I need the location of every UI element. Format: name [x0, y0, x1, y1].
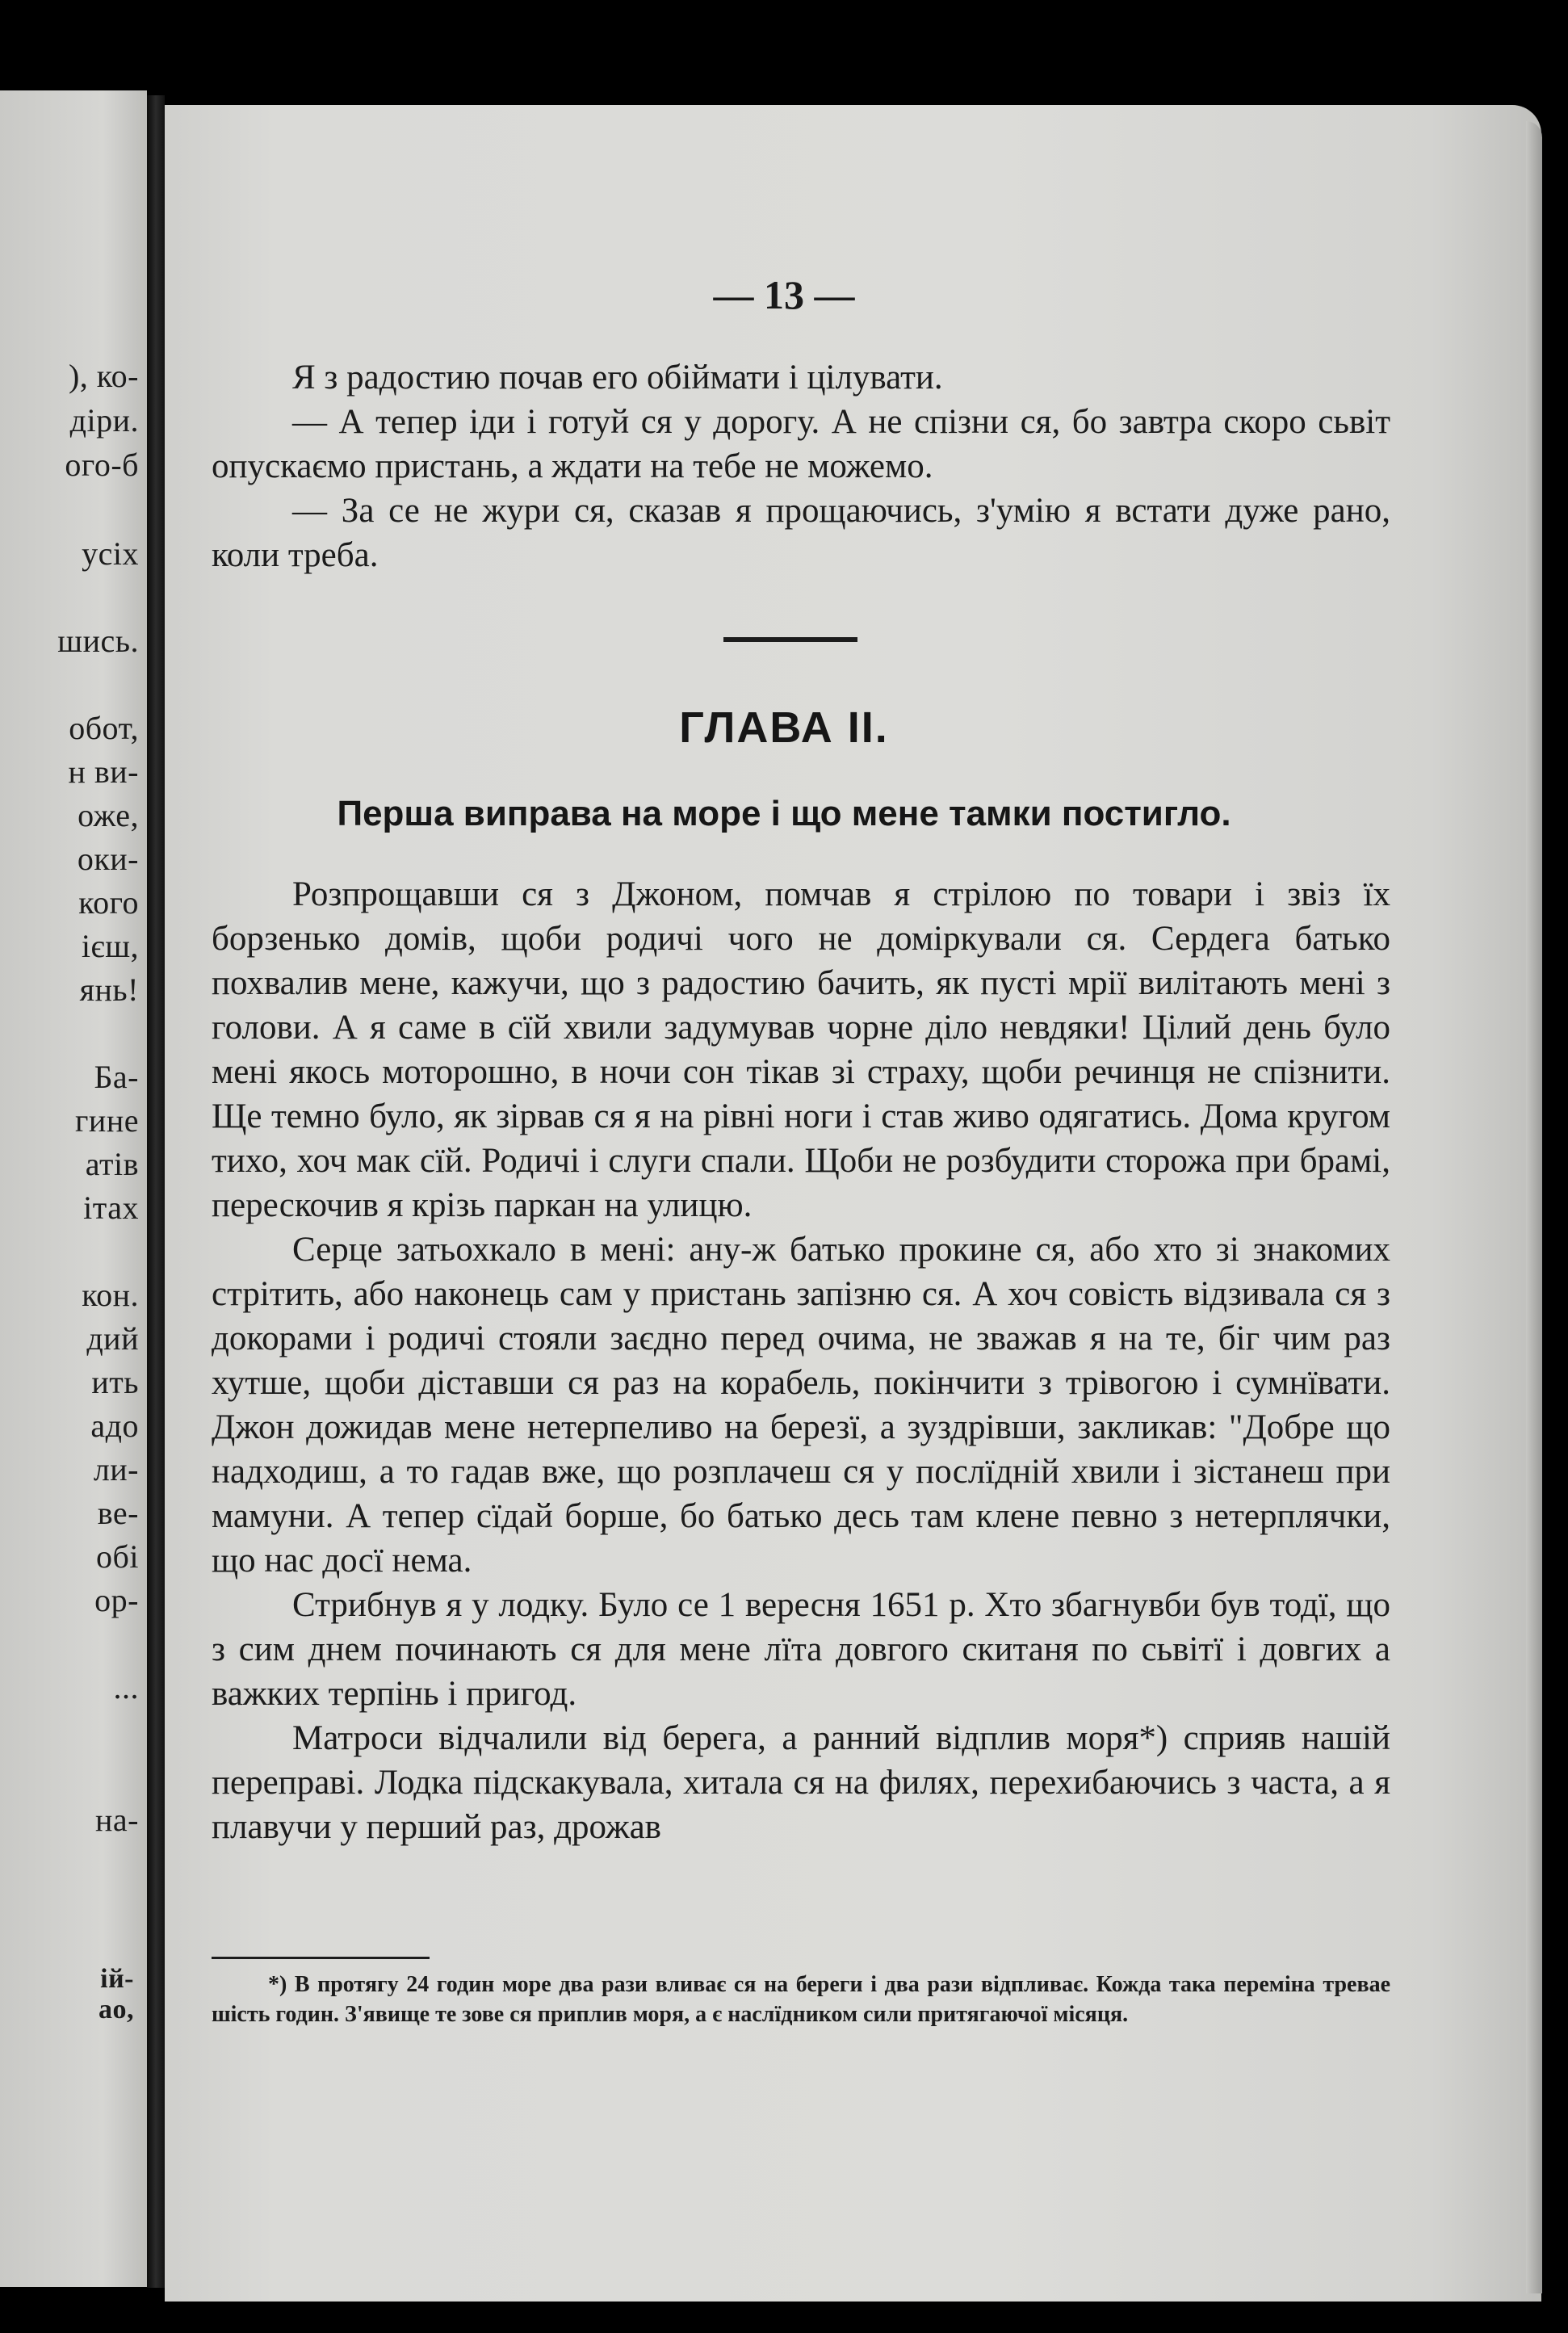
- left-page-line: усіх: [82, 535, 139, 572]
- left-page-line: оки-: [77, 841, 139, 877]
- paragraph: — А тепер іди і готуй ся у дорогу. А не спізни ся, бо завтра скоро сьвіт опускаємо пристань, а ждати на тебе не можемо.: [212, 403, 1390, 485]
- chapter-subtitle: Перша виправа на море і що мене тамки постигло.: [337, 794, 1231, 833]
- paragraph: Серце затьохкало в мені: ану-ж батько прокине ся, або хто зі знакомих стрітить, або наконець сам у пристань запізню ся. А хоч совість відзивала ся з докорами і родичі стояли заєдно перед очима, не зважав я на те, біг чим раз хутше, щоби діставши ся раз на корабель, покінчити з трівогою і сумнївати. Джон дожидав мене нетерпеливо на березї, а зуздрівши, закликав: "Добре що надходиш, а то гадав вже, що розплачеш ся у послїдній хвили і зістанеш при мамуни. А тепер сїдай борше, бо батько десь там клене певно з нетерплячки, що нас досї нема.: [212, 1231, 1390, 1580]
- paragraph: Розпрощавши ся з Джоном, помчав я стрілою по товари і звіз їх борзенько домів, щоби родичі чого не доміркували ся. Сердега батько похвалив мене, кажучи, що з радостию бачить, як пусті мрії вилітають мені з голови. А я саме в сїй хвили задумував чорне діло невдяки! Цілий день було мені якось моторошно, в ночи сон тікав зі страху, щоби речинця не спізнити. Ще темно було, як зірвав ся я на рівні ноги і став живо одягатись. Дома кругом тихо, хоч мак сїй. Родичі і слуги спали. Щоби не розбудити сторожа при брамі, перескочив я крізь паркан на улицю.: [212, 875, 1390, 1224]
- left-page-line: янь!: [79, 971, 139, 1008]
- left-page-line: ітах: [83, 1190, 139, 1226]
- paragraph: Я з радостию почав его обіймати і цілувати.: [292, 359, 943, 397]
- left-page-line: Ба-: [94, 1059, 139, 1095]
- left-page-line: ить: [91, 1364, 139, 1400]
- paragraph: — За се не жури ся, сказав я прощаючись, з'умію я встати дуже рано, коли треба.: [212, 492, 1390, 574]
- left-page-line: обі: [96, 1538, 139, 1575]
- chapter-title: ГЛАВА II.: [679, 703, 889, 752]
- left-page-line: на-: [95, 1802, 139, 1838]
- top-text-block: [212, 355, 1390, 577]
- left-page-line: шись.: [57, 623, 139, 659]
- left-page-line: н ви-: [68, 753, 139, 790]
- left-page-line: кого: [78, 884, 139, 921]
- page-edge: [1526, 121, 1542, 2293]
- book-spine: [147, 95, 165, 2288]
- left-page-line: кон.: [82, 1277, 139, 1313]
- left-page-line: гине: [75, 1102, 139, 1139]
- left-page-line: ого-б: [65, 447, 139, 483]
- left-page-footnote-line: ій-: [100, 1964, 134, 1994]
- left-page-line: оже,: [78, 797, 139, 833]
- page-number: — 13 —: [713, 272, 855, 317]
- section-divider: [723, 637, 857, 642]
- left-page-line: ієш,: [81, 928, 139, 964]
- left-page-footnote-line: ао,: [99, 1995, 134, 2025]
- left-page-line: ), ко-: [68, 358, 139, 394]
- paragraph: Стрибнув я у лодку. Було се 1 вересня 1651 р. Хто збагнувби був тодї, що з сим днем починають ся для мене лїта довгого скитаня по сьвітї і довгих а важких терпінь і пригод.: [212, 1586, 1390, 1713]
- left-page-line: дий: [86, 1320, 139, 1357]
- left-page-line: обот,: [69, 710, 139, 746]
- chapter-body: [212, 872, 1390, 1849]
- footnote-text: *) В протягу 24 годин море два рази вливає ся на береги і два рази відпливає. Кожда така переміна тревае шість годин. З'явище те зове ся приплив моря, а є наслїдником сили притягаючої місяця.: [212, 1972, 1390, 2027]
- left-page-line: ор-: [94, 1582, 139, 1618]
- left-page-fragment: [0, 90, 147, 2287]
- left-page-line: атів: [85, 1146, 139, 1182]
- left-page-line: діри.: [69, 402, 139, 438]
- left-page-line: ли-: [93, 1451, 139, 1487]
- left-page-line: ве-: [97, 1495, 139, 1531]
- footnote: [212, 1970, 1390, 2029]
- left-page-line: адо: [90, 1408, 139, 1444]
- footnote-divider: [212, 1957, 430, 1959]
- paragraph: Матроси відчалили від берега, а ранний відплив моря*) сприяв нашій переправі. Лодка підскакувала, хитала ся на филях, перехибаючись з часта, а я плавучи у перший раз, дрожав: [212, 1719, 1390, 1846]
- left-page-line: ...: [113, 1669, 139, 1706]
